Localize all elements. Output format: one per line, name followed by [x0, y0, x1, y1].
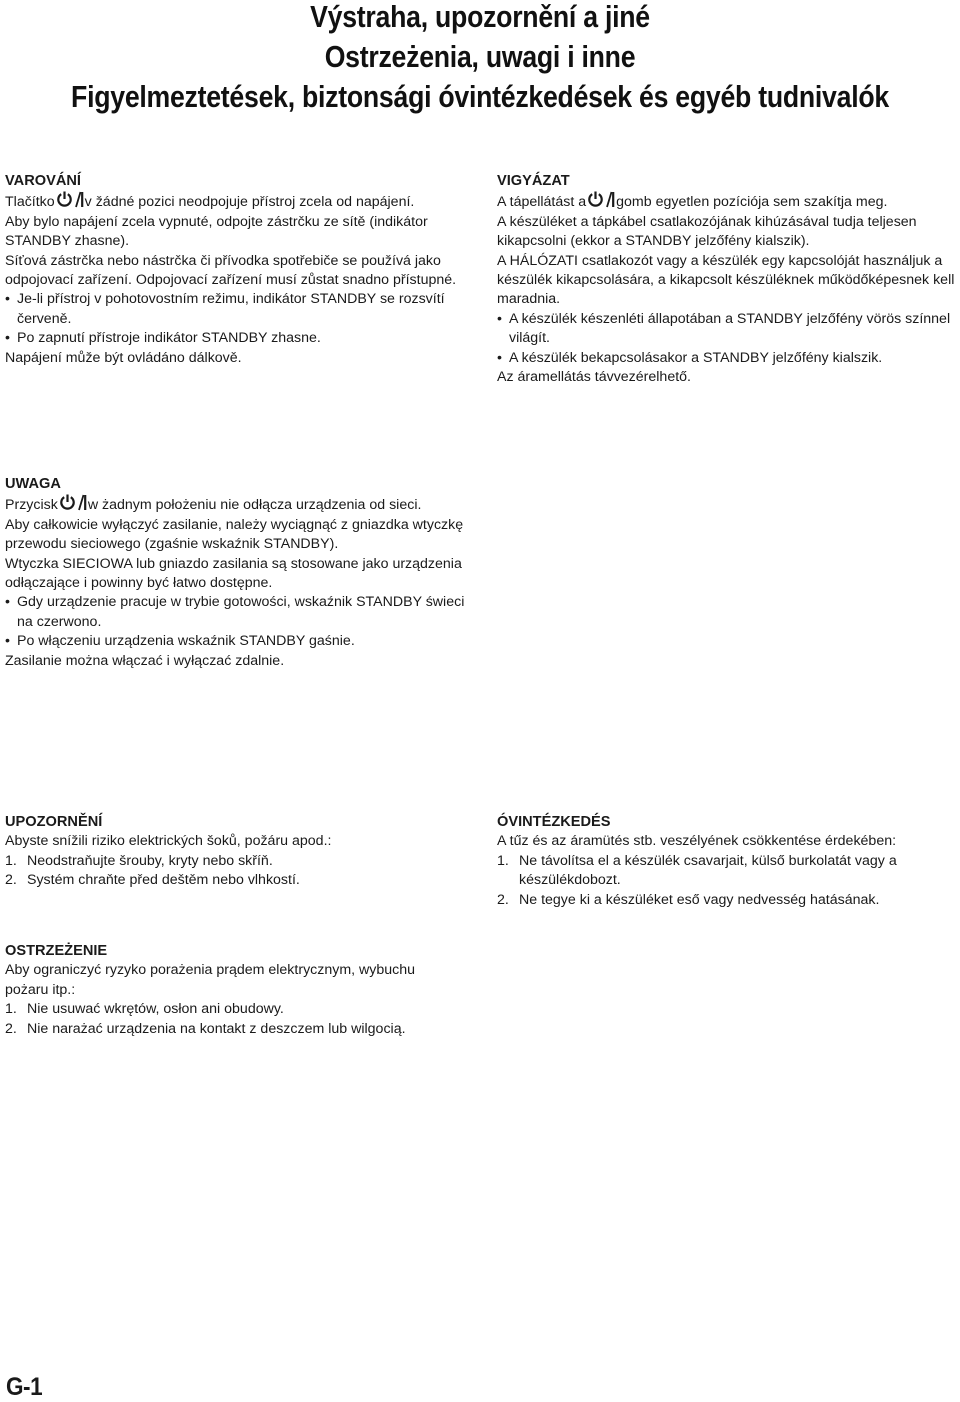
- section-heading: OSTRZEŻENIE: [5, 943, 108, 959]
- page-titles: [0, 0, 960, 117]
- section-ovintezkedes: ÓVINTÉZKEDÉS A tűz és az áramütés stb. veszélyének csökkentése érdekében: 1. Ne távolítsa el a készülék csavarjait, külső burkolatát vagy a készülékdobozt. 2. Ne tegye ki a készüléket eső vagy nedvesség hatásának.: [497, 813, 947, 910]
- title-czech: Výstraha, upozornění a jiné: [310, 0, 650, 34]
- section-heading: ÓVINTÉZKEDÉS: [497, 814, 611, 830]
- section-heading: VAROVÁNÍ: [5, 173, 81, 189]
- bullet-item: • A készülék készenléti állapotában a STANDBY jelzőfény vörös színnel világít.: [497, 310, 951, 347]
- standby-power-icon: [59, 494, 87, 511]
- list-item: 1. Ne távolítsa el a készülék csavarjait, külső burkolatát vagy a készülékdobozt.: [497, 852, 897, 889]
- standby-power-icon: [587, 191, 615, 208]
- title-polish: Ostrzeżenia, uwagi i inne: [324, 39, 636, 74]
- list-item: 1. Nie usuwać wkrętów, osłon ani obudowy.: [5, 1001, 284, 1018]
- section-heading: UWAGA: [5, 476, 61, 492]
- bullet-item: • Gdy urządzenie pracuje w trybie gotowości, wskaźnik STANDBY świeci na czerwono.: [5, 594, 465, 630]
- section-varovani: VAROVÁNÍ Tlačítko v žádné pozici neodpojuje přístroj zcela od napájení. Aby bylo napájení zcela vypnuté, odpojte zástrčku ze sítě (indikátor STANDBY zhasne). Síťová zástrčka nebo nástrčka či přívodka spotřebiče se používá jako odpojovací zařízení. Odpojovací zařízení musí zůstat snadno přístupné. • Je-li přístroj v pohotovostním režimu, indikátor STANDBY se rozsvítí červeně. • Po zapnutí přístroje indikátor STANDBY zhasne. Napájení může být ovládáno dálkově.: [5, 172, 475, 368]
- bullet-item: • A készülék bekapcsolásakor a STANDBY jelzőfény kialszik.: [497, 349, 883, 366]
- bullet-item: • Po włączeniu urządzenia wskaźnik STANDBY gaśnie.: [5, 633, 355, 650]
- bullet-item: • Po zapnutí přístroje indikátor STANDBY zhasne.: [5, 330, 321, 347]
- section-vigyazat: VIGYÁZAT A tápellátást a gomb egyetlen pozíciója sem szakítja meg. A készüléket a tápkábel csatlakozójának kihúzásával tudja teljesen kikapcsolni (ekkor a STANDBY jelzőfény kialszik). A HÁLÓZATI csatlakozót vagy a készülék egy kapcsolóját használjuk a készülék kikapcsolására, a kikapcsolt készüléknek működőképesnek kell maradnia. • A készülék készenléti állapotában a STANDBY jelzőfény vörös színnel világít. • A készülék bekapcsolásakor a STANDBY jelzőfény kialszik. Az áramellátás távvezérelhető.: [497, 172, 957, 387]
- list-item: 2. Systém chraňte před deštěm nebo vlhkostí.: [5, 872, 300, 889]
- section-ostrzezenie: OSTRZEŻENIE Aby ograniczyć ryzyko porażenia prądem elektrycznym, wybuchu pożaru itp.: 1. Nie usuwać wkrętów, osłon ani obudowy. 2. Nie narażać urządzenia na kontakt z deszczem lub wilgocią.: [5, 942, 445, 1039]
- list-item: 1. Neodstraňujte šrouby, kryty nebo skříň.: [5, 852, 273, 869]
- section-uwaga: UWAGA Przycisk w żadnym położeniu nie odłącza urządzenia od sieci. Aby całkowicie wyłączyć zasilanie, należy wyciągnąć z gniazdka wtyczkę przewodu sieciowego (zgaśnie wskaźnik STANDBY). Wtyczka SIECIOWA lub gniazdo zasilania są stosowane jako urządzenia odłączające i powinny być łatwo dostępne. • Gdy urządzenie pracuje w trybie gotowości, wskaźnik STANDBY świeci na czerwono. • Po włączeniu urządzenia wskaźnik STANDBY gaśnie. Zasilanie można włączać i wyłączać zdalnie.: [5, 476, 465, 669]
- list-item: 2. Nie narażać urządzenia na kontakt z deszczem lub wilgocią.: [5, 1020, 406, 1037]
- standby-power-icon: [56, 191, 84, 208]
- page-number: G-1: [6, 1373, 43, 1401]
- title-hungarian: Figyelmeztetések, biztonsági óvintézkedések és egyéb tudnivalók: [71, 79, 889, 114]
- section-upozorneni: UPOZORNĚNÍ Abyste snížili riziko elektrických šoků, požáru apod.: 1. Neodstraňujte šrouby, kryty nebo skříň. 2. Systém chraňte před deštěm nebo vlhkostí.: [5, 813, 465, 891]
- bullet-item: • Je-li přístroj v pohotovostním režimu, indikátor STANDBY se rozsvítí červeně.: [5, 291, 445, 327]
- list-item: 2. Ne tegye ki a készüléket eső vagy nedvesség hatásának.: [497, 891, 880, 908]
- section-heading: VIGYÁZAT: [497, 173, 570, 189]
- section-heading: UPOZORNĚNÍ: [5, 814, 103, 830]
